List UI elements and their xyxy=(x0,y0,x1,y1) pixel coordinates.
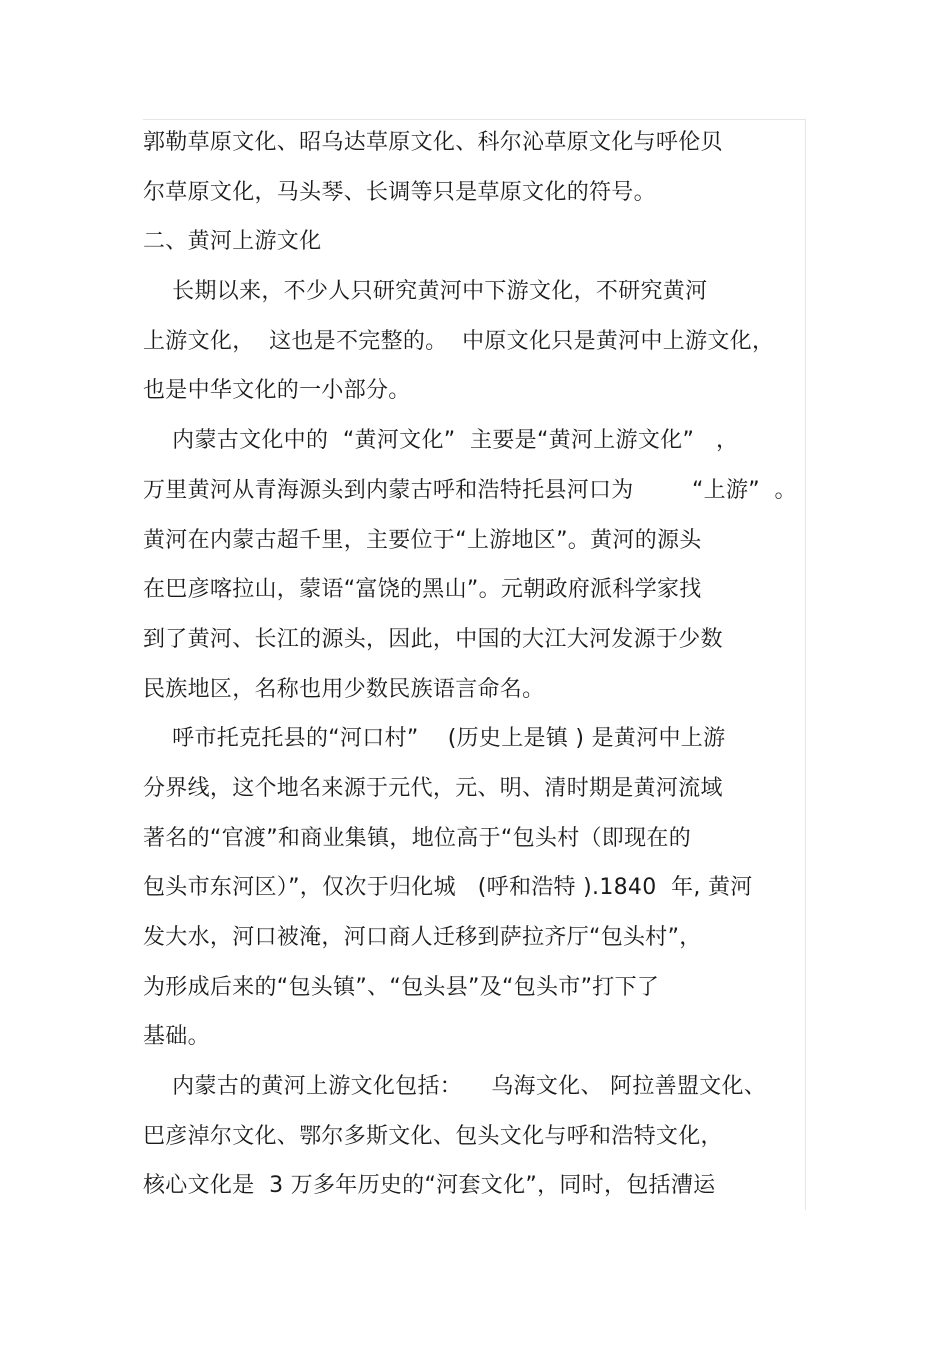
text-line: 呼市托克托县的“河口村” (历史上是镇 ) 是黄河中上游 xyxy=(143,726,726,752)
text-line: 民族地区，名称也用少数民族语言命名。 xyxy=(143,676,545,702)
text-line: 基础。 xyxy=(143,1024,210,1050)
text-line: 著名的“官渡”和商业集镇，地位高于“包头村（即现在的 xyxy=(143,825,691,851)
text-line: 内蒙古文化中的 “黄河文化” 主要是“黄河上游文化” ， xyxy=(143,428,739,454)
text-line: 上游文化， 这也是不完整的。 中原文化只是黄河中上游文化， xyxy=(143,328,775,354)
section-heading: 二、黄河上游文化 xyxy=(143,229,322,255)
text-line: 也是中华文化的一小部分。 xyxy=(143,378,411,404)
text-line: 为形成后来的“包头镇”、“包头县”及“包头市”打下了 xyxy=(143,974,660,1000)
text-line: 万里黄河从青海源头到内蒙古呼和浩特托县河口为 “上游” 。 xyxy=(143,477,797,503)
document-body xyxy=(143,118,823,1211)
text-line: 长期以来，不少人只研究黄河中下游文化，不研究黄河 xyxy=(143,279,708,305)
text-line: 到了黄河、长江的源头，因此，中国的大江大河发源于少数 xyxy=(143,626,723,652)
text-line: 巴彦淖尔文化、鄂尔多斯文化、包头文化与呼和浩特文化， xyxy=(143,1123,723,1149)
text-line: 尔草原文化，马头琴、长调等只是草原文化的符号。 xyxy=(143,179,656,205)
text-line: 发大水，河口被淹，河口商人迁移到萨拉齐厅“包头村”， xyxy=(143,925,702,950)
text-line: 核心文化是 3 万多年历史的“河套文化”，同时，包括漕运 xyxy=(143,1173,716,1199)
text-line: 郭勒草原文化、昭乌达草原文化、科尔沁草原文化与呼伦贝 xyxy=(143,130,723,155)
text-line: 在巴彦喀拉山，蒙语“富饶的黑山”。元朝政府派科学家找 xyxy=(143,577,702,603)
text-line: 分界线，这个地名来源于元代，元、明、清时期是黄河流域 xyxy=(143,775,723,801)
text-line: 包头市东河区）”，仅次于归化城 (呼和浩特 ).1840 年, 黄河 xyxy=(143,875,753,901)
text-line: 黄河在内蒙古超千里，主要位于“上游地区”。黄河的源头 xyxy=(143,527,702,553)
text-line: 内蒙古的黄河上游文化包括： 乌海文化、 阿拉善盟文化、 xyxy=(143,1074,767,1100)
